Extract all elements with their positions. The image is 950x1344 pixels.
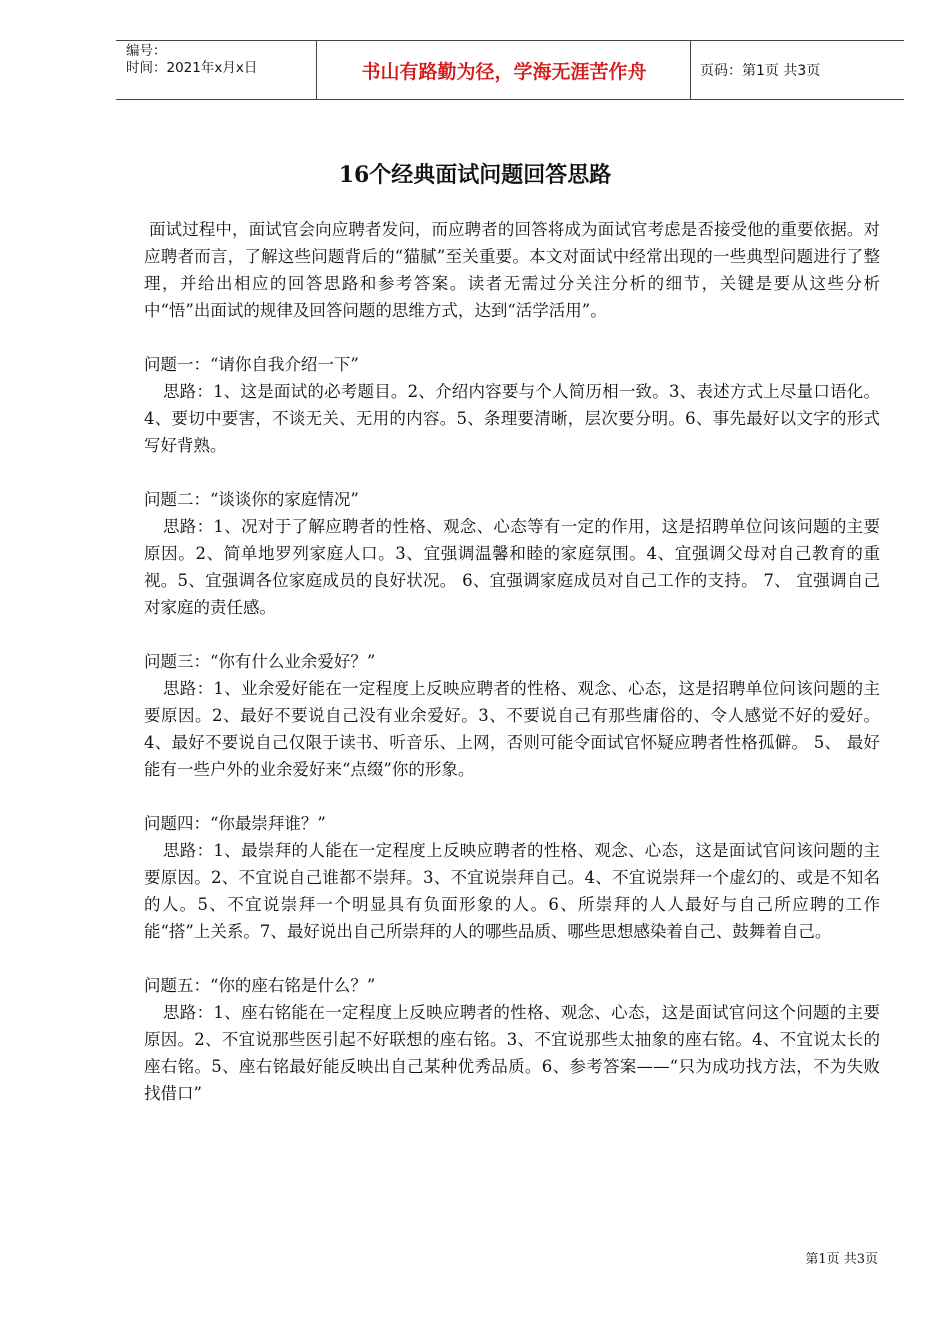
paragraph-gap (144, 621, 880, 648)
doc-time-label: 时间：2021年x月x日 (126, 60, 258, 76)
page-footer: 第1页 共3页 (805, 1252, 878, 1267)
header-divider (316, 41, 317, 99)
answer-paragraph: 思路：1、最崇拜的人能在一定程度上反映应聘者的性格、观念、心态，这是面试官问该问题的主要原因。2、不宜说自己谁都不崇拜。3、不宜说崇拜自己。4、不宜说崇拜一个虚幻的、或是不知名的人。5、不宜说崇拜一个明显具有负面形象的人。6、所崇拜的人人最好与自己所应聘的工作能“搭”上关系。7、最好说出自己所崇拜的人的哪些品质、哪些思想感染着自己、鼓舞着自己。 (144, 841, 880, 941)
answer-paragraph: 思路：1、座右铭能在一定程度上反映应聘者的性格、观念、心态，这是面试官问这个问题的主要原因。2、不宜说那些医引起不好联想的座右铭。3、不宜说那些太抽象的座右铭。4、不宜说太长的座右铭。5、座右铭最好能反映出自己某种优秀品质。6、参考答案——“只为成功找方法，不为失败找借口” (144, 1003, 880, 1103)
header-motto: 书山有路勤为径，学海无涯苦作舟 (361, 60, 647, 83)
paragraph-gap (144, 459, 880, 486)
question-heading: 问题四：“你最崇拜谁？” (144, 814, 326, 833)
answer-paragraph: 思路：1、这是面试的必考题目。2、介绍内容要与个人简历相一致。3、表述方式上尽量口语化。4、要切中要害，不谈无关、无用的内容。5、条理要清晰，层次要分明。6、事先最好以文字的形式写好背熟。 (144, 382, 880, 455)
paragraph-gap (144, 324, 880, 351)
document-body (144, 216, 880, 1107)
doc-code-label: 编号： (126, 43, 167, 59)
question-heading: 问题二：“谈谈你的家庭情况” (144, 490, 359, 509)
question-heading: 问题一：“请你自我介绍一下” (144, 355, 359, 374)
answer-paragraph: 思路：1、业余爱好能在一定程度上反映应聘者的性格、观念、心态，这是招聘单位问该问题的主要原因。2、最好不要说自己没有业余爱好。3、不要说自己有那些庸俗的、令人感觉不好的爱好。4、最好不要说自己仅限于读书、听音乐、上网，否则可能令面试官怀疑应聘者性格孤僻。 5、 最好能有一些户外的业余爱好来“点缀”你的形象。 (144, 679, 880, 779)
answer-paragraph: 思路：1、况对于了解应聘者的性格、观念、心态等有一定的作用，这是招聘单位问该问题的主要原因。2、简单地罗列家庭人口。3、宜强调温馨和睦的家庭氛围。4、宜强调父母对自己教育的重视。5、宜强调各位家庭成员的良好状况。 6、宜强调家庭成员对自己工作的支持。 7、 宜强调自己对家庭的责任感。 (144, 517, 880, 617)
paragraph-gap (144, 945, 880, 972)
document-title: 16个经典面试问题回答思路 (338, 162, 612, 188)
page-header (116, 40, 904, 100)
question-heading: 问题五：“你的座右铭是什么？” (144, 976, 376, 995)
header-page-number: 页码：第1页 共3页 (700, 63, 821, 79)
intro-paragraph: 面试过程中，面试官会向应聘者发问，而应聘者的回答将成为面试官考虑是否接受他的重要依据。对应聘者而言，了解这些问题背后的“猫腻”至关重要。本文对面试中经常出现的一些典型问题进行了整理，并给出相应的回答思路和参考答案。读者无需过分关注分析的细节，关键是要从这些分析中“悟”出面试的规律及回答问题的思维方式，达到“活学活用”。 (144, 220, 880, 320)
header-divider (690, 41, 691, 99)
paragraph-gap (144, 783, 880, 810)
question-heading: 问题三：“你有什么业余爱好？” (144, 652, 376, 671)
header-meta (126, 43, 321, 77)
